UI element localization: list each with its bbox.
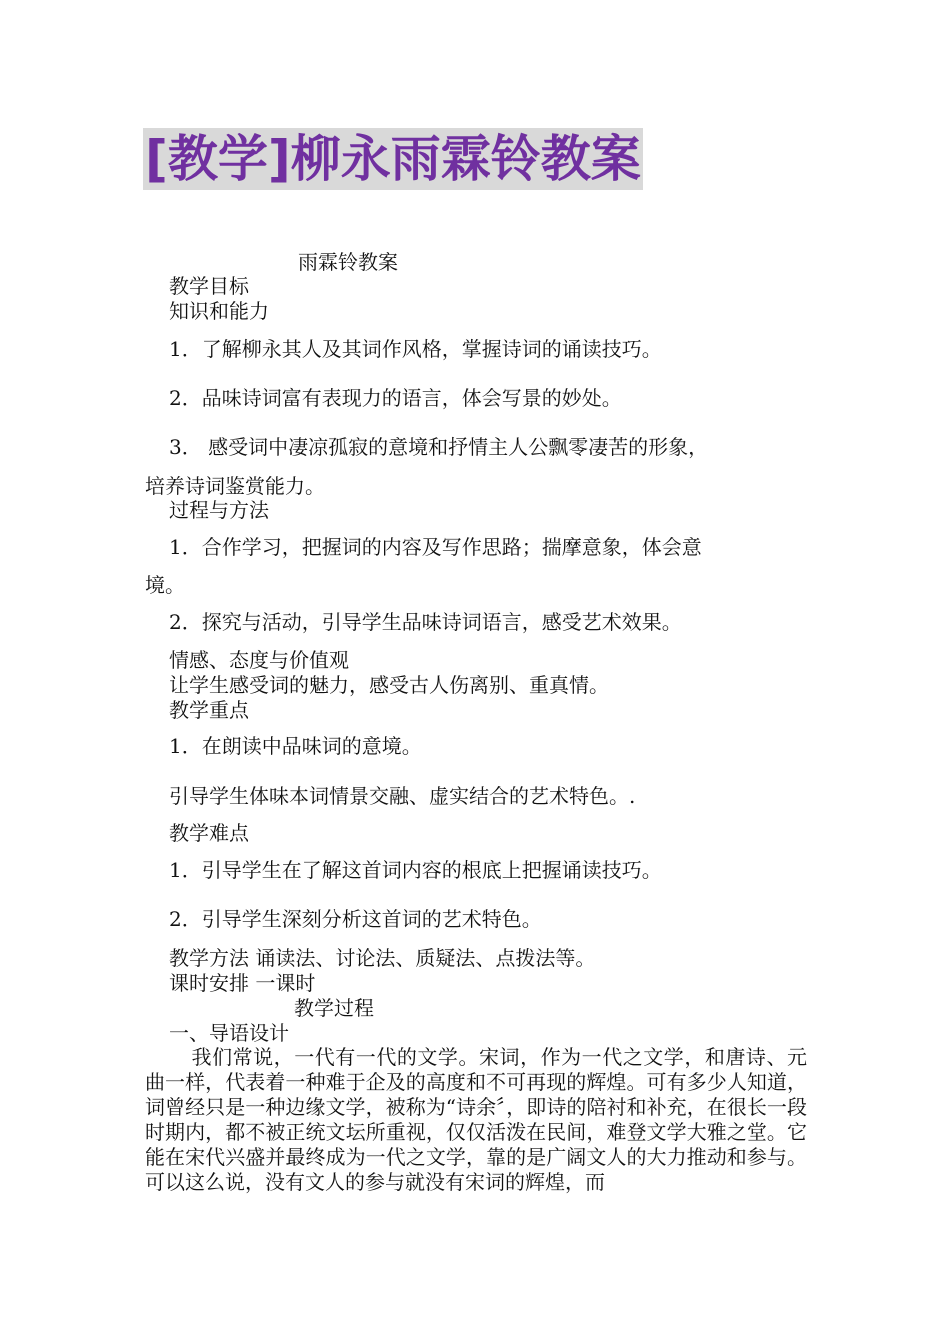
- teaching-method: 教学方法 诵读法、讨论法、质疑法、点拨法等。: [169, 946, 596, 970]
- emotion-text: 让学生感受词的魅力，感受古人伤离别、重真情。: [169, 673, 609, 697]
- intro-paragraph: [145, 1045, 807, 1195]
- focus-item-2: 引导学生体味本词情景交融、虚实结合的艺术特色。.: [169, 784, 636, 808]
- knowledge-item-2: 2．品味诗词富有表现力的语言，体会写景的妙处。: [169, 386, 622, 410]
- process-item-1-line-1: 1．合作学习，把握词的内容及写作思路；揣摩意象，体会意: [169, 535, 702, 559]
- objectives-heading: 教学目标: [169, 274, 249, 298]
- difficulty-heading: 教学难点: [169, 821, 249, 845]
- intro-paragraph-text: 我们常说，一代有一代的文学。宋词，作为一代之文学，和唐诗、元曲一样，代表着一种难于企及的高度和不可再现的辉煌。可有多少人知道，词曾经只是一种边缘文学，被称为“诗余〞，即诗的陪衬和补充，在很长一段时期内，都不被正统文坛所重视，仅仅活泼在民间，难登文学大雅之堂。它能在宋代兴盛并最终成为一代之文学，靠的是广阔文人的大力推动和参与。可以这么说，没有文人的参与就没有宋词的辉煌，而: [145, 1045, 807, 1194]
- focus-item-1: 1．在朗读中品味词的意境。: [169, 734, 422, 758]
- document-subtitle: 雨霖铃教案: [298, 250, 398, 274]
- knowledge-item-1: 1．了解柳永其人及其词作风格，掌握诗词的诵读技巧。: [169, 337, 662, 361]
- difficulty-item-2: 2．引导学生深刻分析这首词的艺术特色。: [169, 907, 542, 931]
- knowledge-item-3-line-1: 3． 感受词中凄凉孤寂的意境和抒情主人公飘零凄苦的形象，: [169, 435, 709, 459]
- difficulty-item-1: 1．引导学生在了解这首词内容的根底上把握诵读技巧。: [169, 858, 662, 882]
- title-highlight: [143, 128, 643, 190]
- class-schedule: 课时安排 一课时: [169, 971, 316, 995]
- process-item-1-line-2: 境。: [145, 573, 185, 597]
- focus-heading: 教学重点: [169, 698, 249, 722]
- knowledge-heading: 知识和能力: [169, 299, 269, 323]
- knowledge-item-3-line-2: 培养诗词鉴赏能力。: [145, 474, 325, 498]
- process-title: 教学过程: [294, 996, 374, 1020]
- process-item-2: 2．探究与活动，引导学生品味诗词语言，感受艺术效果。: [169, 610, 682, 634]
- process-heading: 过程与方法: [169, 498, 269, 522]
- emotion-heading: 情感、态度与价值观: [169, 648, 349, 672]
- intro-heading: 一、导语设计: [169, 1021, 289, 1045]
- document-title: [教学]柳永雨霖铃教案: [145, 130, 641, 188]
